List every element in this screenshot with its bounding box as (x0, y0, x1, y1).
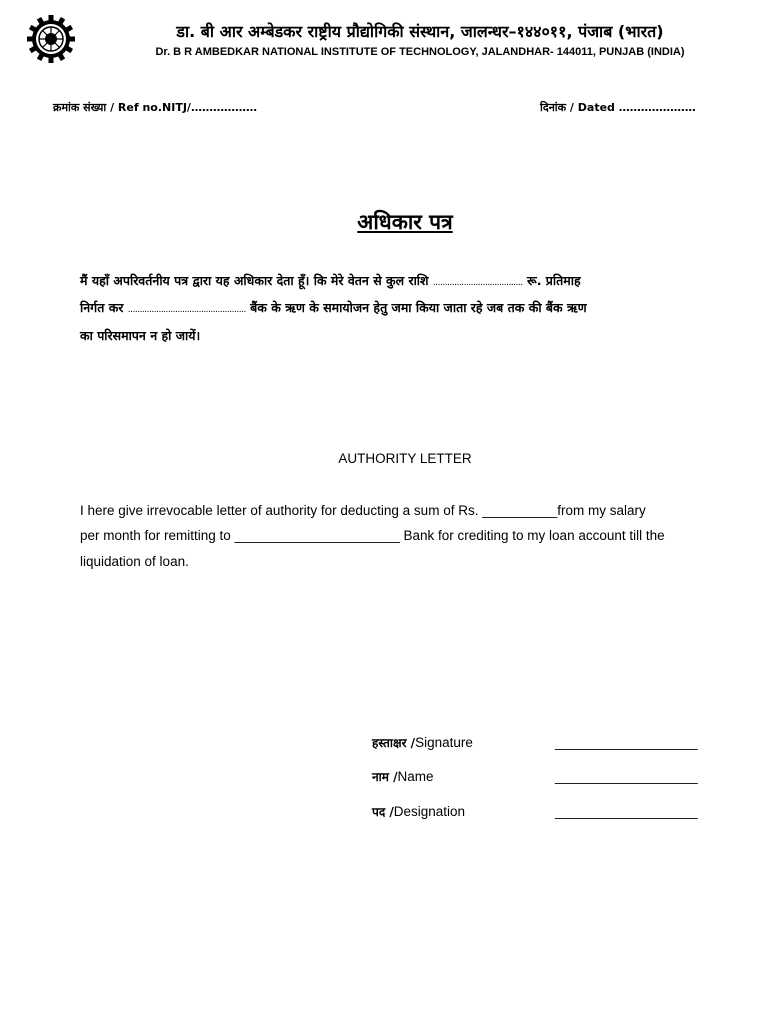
signature-label-english: Signature (415, 735, 473, 750)
signature-blank: ___________________ (555, 735, 698, 750)
hindi-paragraph-line-1 (80, 272, 720, 292)
bank-blank: .................................................. (127, 305, 246, 315)
hindi-paragraph-line-3: का परिसमापन न हो जायें। (80, 328, 201, 343)
signature-label-hindi: हस्ताक्षर / (372, 736, 416, 750)
name-label (372, 768, 434, 786)
name-blank: ___________________ (555, 769, 698, 784)
institute-name-english: Dr. B R AMBEDKAR NATIONAL INSTITUTE OF TECHNOLOGY, JALANDHAR- 144011, PUNJAB (INDIA) (155, 46, 685, 58)
hindi-heading (0, 208, 770, 236)
hindi-line-2-suffix: बैंक के ऋण के समायोजन हेतु जमा किया जाता रहे जब तक की बैंक ऋण (250, 300, 587, 315)
date-field: दिनांक / Dated ………………… (540, 101, 696, 114)
reference-number: क्रमांक संख्या / Ref no.NITJ/……………… (53, 101, 257, 114)
hindi-paragraph-line-2 (80, 299, 720, 319)
english-paragraph-line-2: per month for remitting to ______________________ Bank for crediting to my loan account till the (80, 528, 665, 543)
signature-label (372, 734, 473, 752)
english-heading: AUTHORITY LETTER (338, 451, 472, 466)
english-paragraph-line-3: liquidation of loan. (80, 554, 189, 569)
hindi-line-2-text: निर्गत कर (80, 300, 124, 315)
institute-name-hindi: डा. बी आर अम्बेडकर राष्ट्रीय प्रौद्योगिकी संस्थान, जालन्धर–१४४०११, पंजाब (भारत) (176, 22, 664, 41)
designation-label (372, 803, 465, 821)
designation-blank: ___________________ (555, 804, 698, 819)
designation-label-hindi: पद / (372, 805, 394, 819)
designation-label-english: Designation (393, 804, 466, 819)
hindi-heading-text: अधिकार पत्र (357, 210, 453, 234)
amount-blank: ...................................... (432, 278, 523, 288)
institute-logo-icon (26, 14, 76, 64)
english-paragraph-line-1: I here give irrevocable letter of authority for deducting a sum of Rs. __________from my salary (80, 503, 646, 518)
name-label-english: Name (397, 769, 434, 784)
hindi-line-1-text: मैं यहाँ अपरिवर्तनीय पत्र द्वारा यह अधिकार देता हूँ। कि मेरे वेतन से कुल राशि (80, 273, 429, 288)
hindi-line-1-suffix: रू. प्रतिमाह (526, 273, 581, 288)
name-label-hindi: नाम / (372, 770, 398, 784)
